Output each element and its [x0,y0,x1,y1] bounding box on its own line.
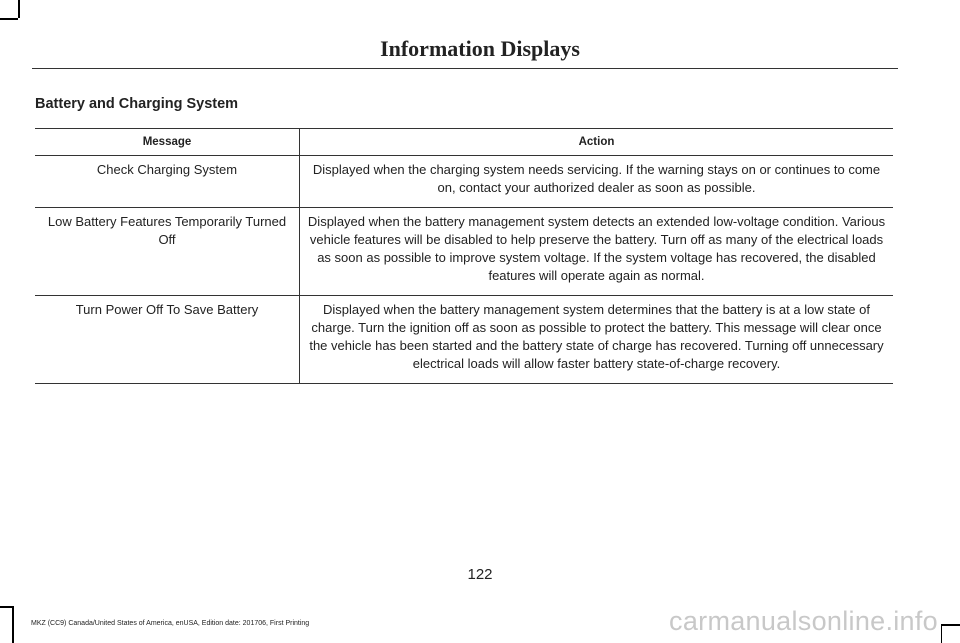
watermark: carmanualsonline.info [669,606,938,636]
column-header-message: Message [35,129,300,156]
message-cell: Check Charging System [35,156,300,208]
crop-mark [0,606,12,608]
header-divider [32,68,898,69]
column-header-action: Action [300,129,894,156]
edition-footer: MKZ (CC9) Canada/United States of America, enUSA, Edition date: 201706, First Printing [31,620,310,627]
action-cell: Displayed when the battery management system detects an extended low-voltage condition. Various vehicle features will be disabled to help preserve the battery. Turn off as many of the electrical loads as soon as possible to improve system voltage. If the system voltage has recovered, the disabled features will operate again as normal. [300,208,894,296]
action-cell: Displayed when the battery management system determines that the battery is at a low state of charge. Turn the ignition off as soon as possible to protect the battery. This message will clear once the vehicle has been started and the battery state of charge has recovered. Turning off unnecessary electrical loads will allow faster battery state-of-charge recovery. [300,296,894,384]
table-row [35,296,893,384]
table-row [35,208,893,296]
table-row [35,156,893,208]
message-cell: Turn Power Off To Save Battery [35,296,300,384]
table-header-row [35,129,893,156]
page-number: 122 [467,566,493,583]
message-cell: Low Battery Features Temporarily Turned Off [35,208,300,296]
crop-mark [942,624,960,626]
crop-mark [0,18,18,20]
action-cell: Displayed when the charging system needs servicing. If the warning stays on or continues to come on, contact your authorized dealer as soon as possible. [300,156,894,208]
crop-mark [941,624,943,643]
page-title: Information Displays [380,36,580,61]
crop-mark [12,606,14,643]
battery-messages-table [35,128,893,384]
section-heading: Battery and Charging System [35,96,239,112]
crop-mark [18,0,20,18]
